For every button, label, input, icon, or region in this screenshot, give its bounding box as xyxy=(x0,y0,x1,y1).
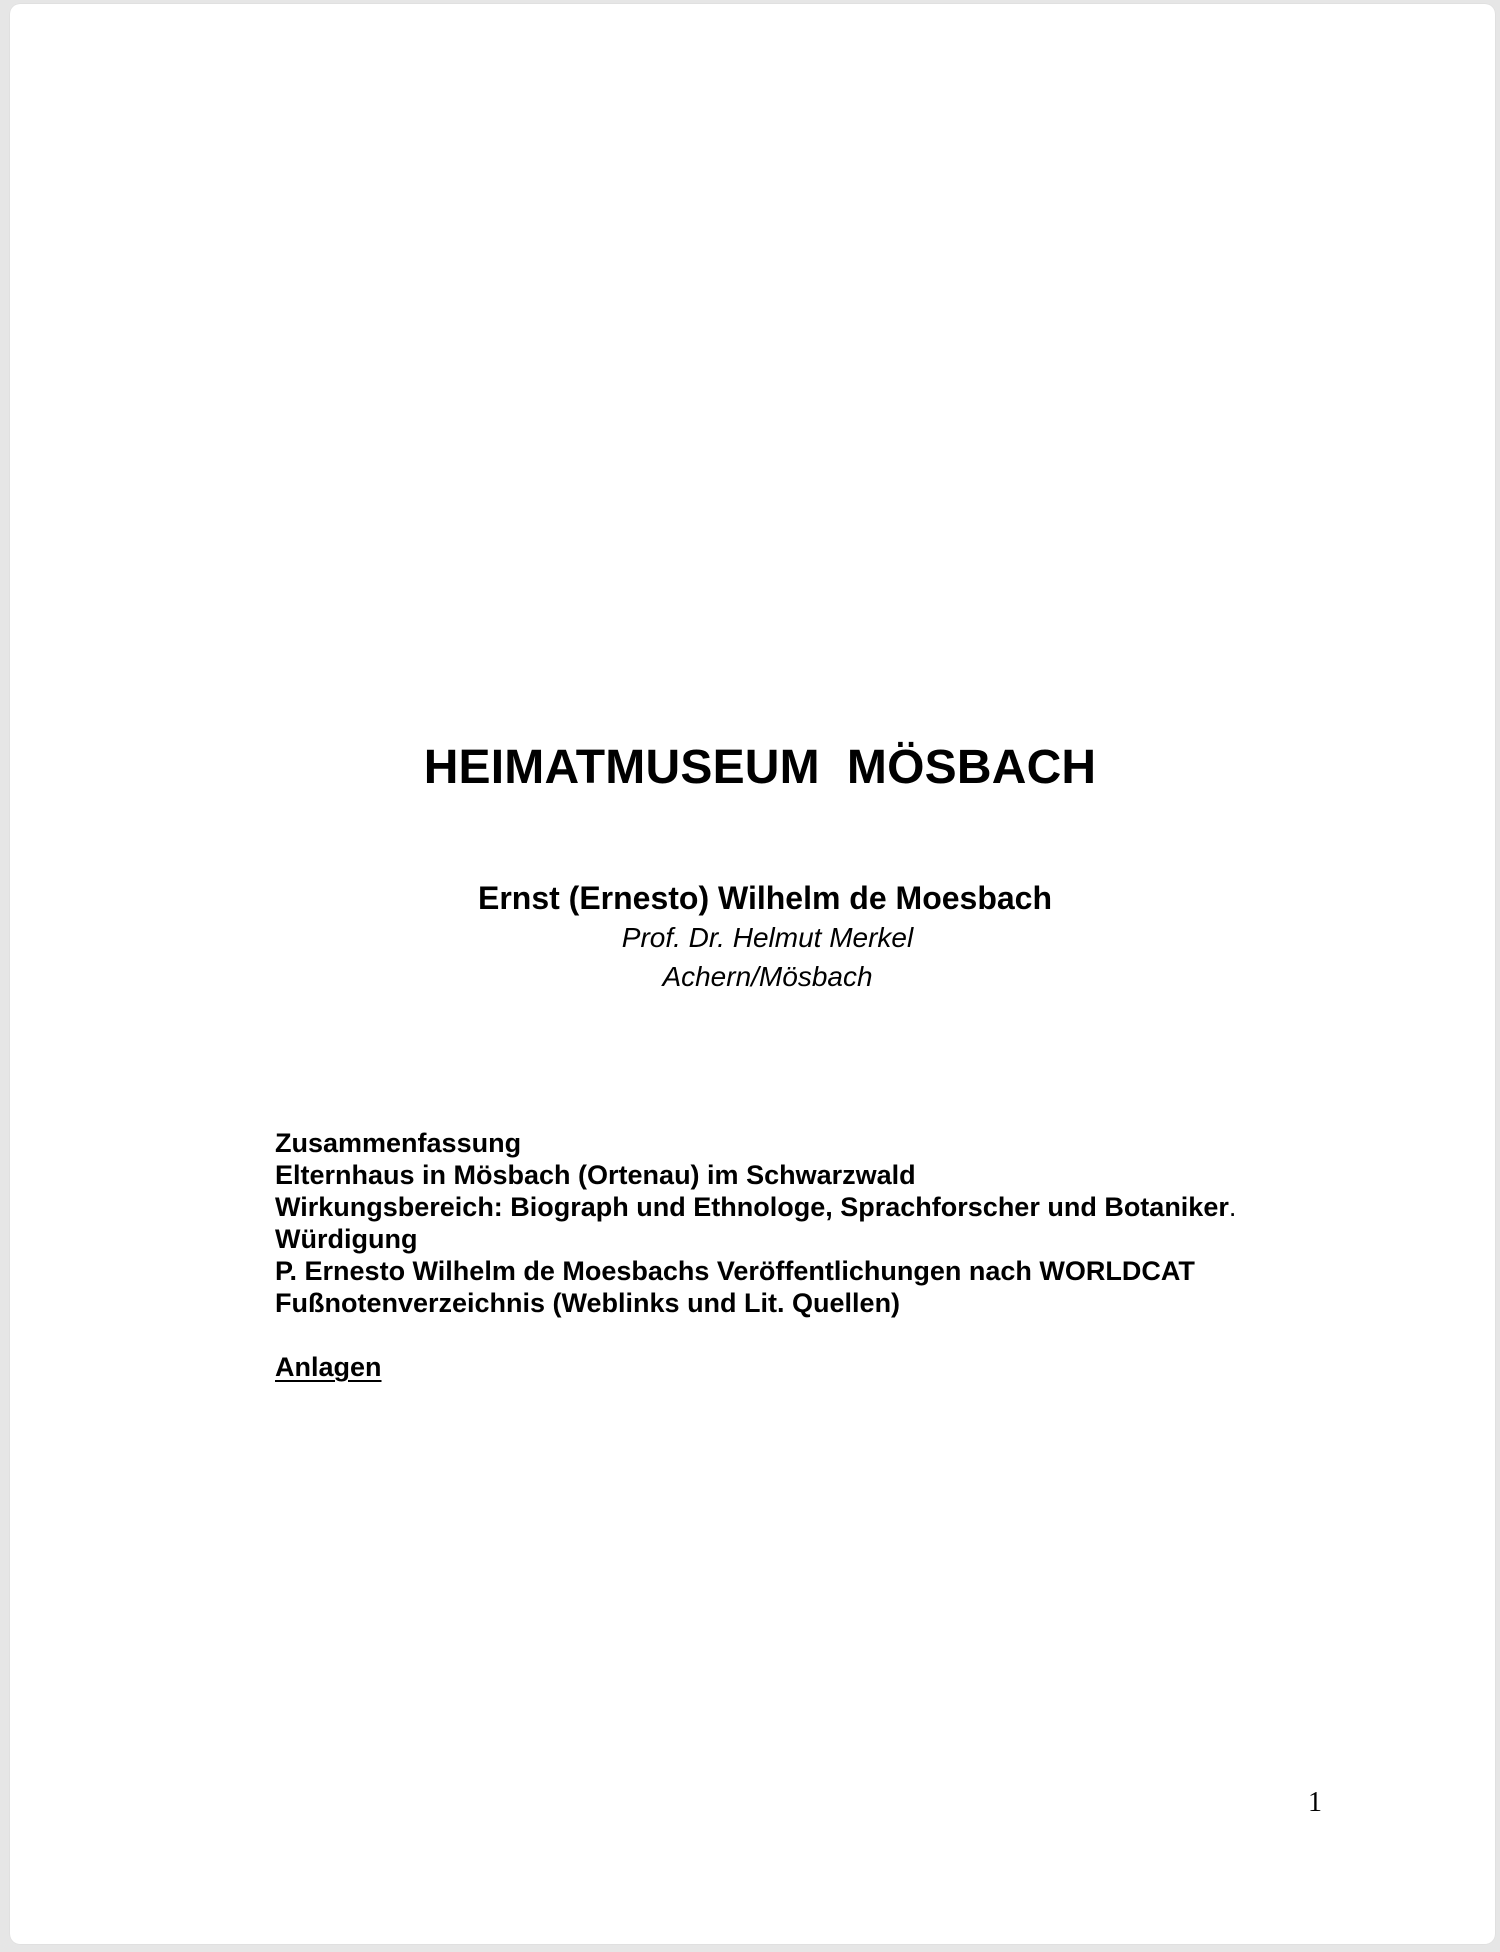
toc-item-label: Wirkungsbereich: Biograph und Ethnologe, Sprachforscher und Botaniker xyxy=(275,1192,1229,1222)
toc-item xyxy=(275,1159,1236,1191)
page-title: HEIMATMUSEUM MÖSBACH xyxy=(423,741,1097,794)
toc-item xyxy=(275,1287,1236,1319)
toc-spacer xyxy=(275,1319,1236,1351)
author-block xyxy=(10,878,1500,996)
toc-item xyxy=(275,1127,1236,1159)
document-page xyxy=(10,4,1495,1944)
appendix-link[interactable]: Anlagen xyxy=(275,1352,382,1382)
toc-item-label: Würdigung xyxy=(275,1224,418,1254)
toc-item-appendix xyxy=(275,1351,1236,1383)
author-name: Prof. Dr. Helmut Merkel xyxy=(621,922,914,953)
subject-name: Ernst (Ernesto) Wilhelm de Moesbach xyxy=(477,880,1053,916)
toc-item-label: P. Ernesto Wilhelm de Moesbachs Veröffentlichungen nach WORLDCAT xyxy=(275,1256,1195,1286)
table-of-contents xyxy=(275,1127,1236,1383)
toc-item xyxy=(275,1255,1236,1287)
toc-item xyxy=(275,1191,1236,1223)
toc-item-label: Elternhaus in Mösbach (Ortenau) im Schwarzwald xyxy=(275,1160,916,1190)
toc-item-suffix: . xyxy=(1228,1192,1237,1222)
toc-item-label: Zusammenfassung xyxy=(275,1128,522,1158)
page-number: 1 xyxy=(1308,1787,1322,1818)
author-place: Achern/Mösbach xyxy=(662,961,873,992)
toc-item-label: Fußnotenverzeichnis (Weblinks und Lit. Quellen) xyxy=(275,1288,901,1318)
toc-item xyxy=(275,1223,1236,1255)
